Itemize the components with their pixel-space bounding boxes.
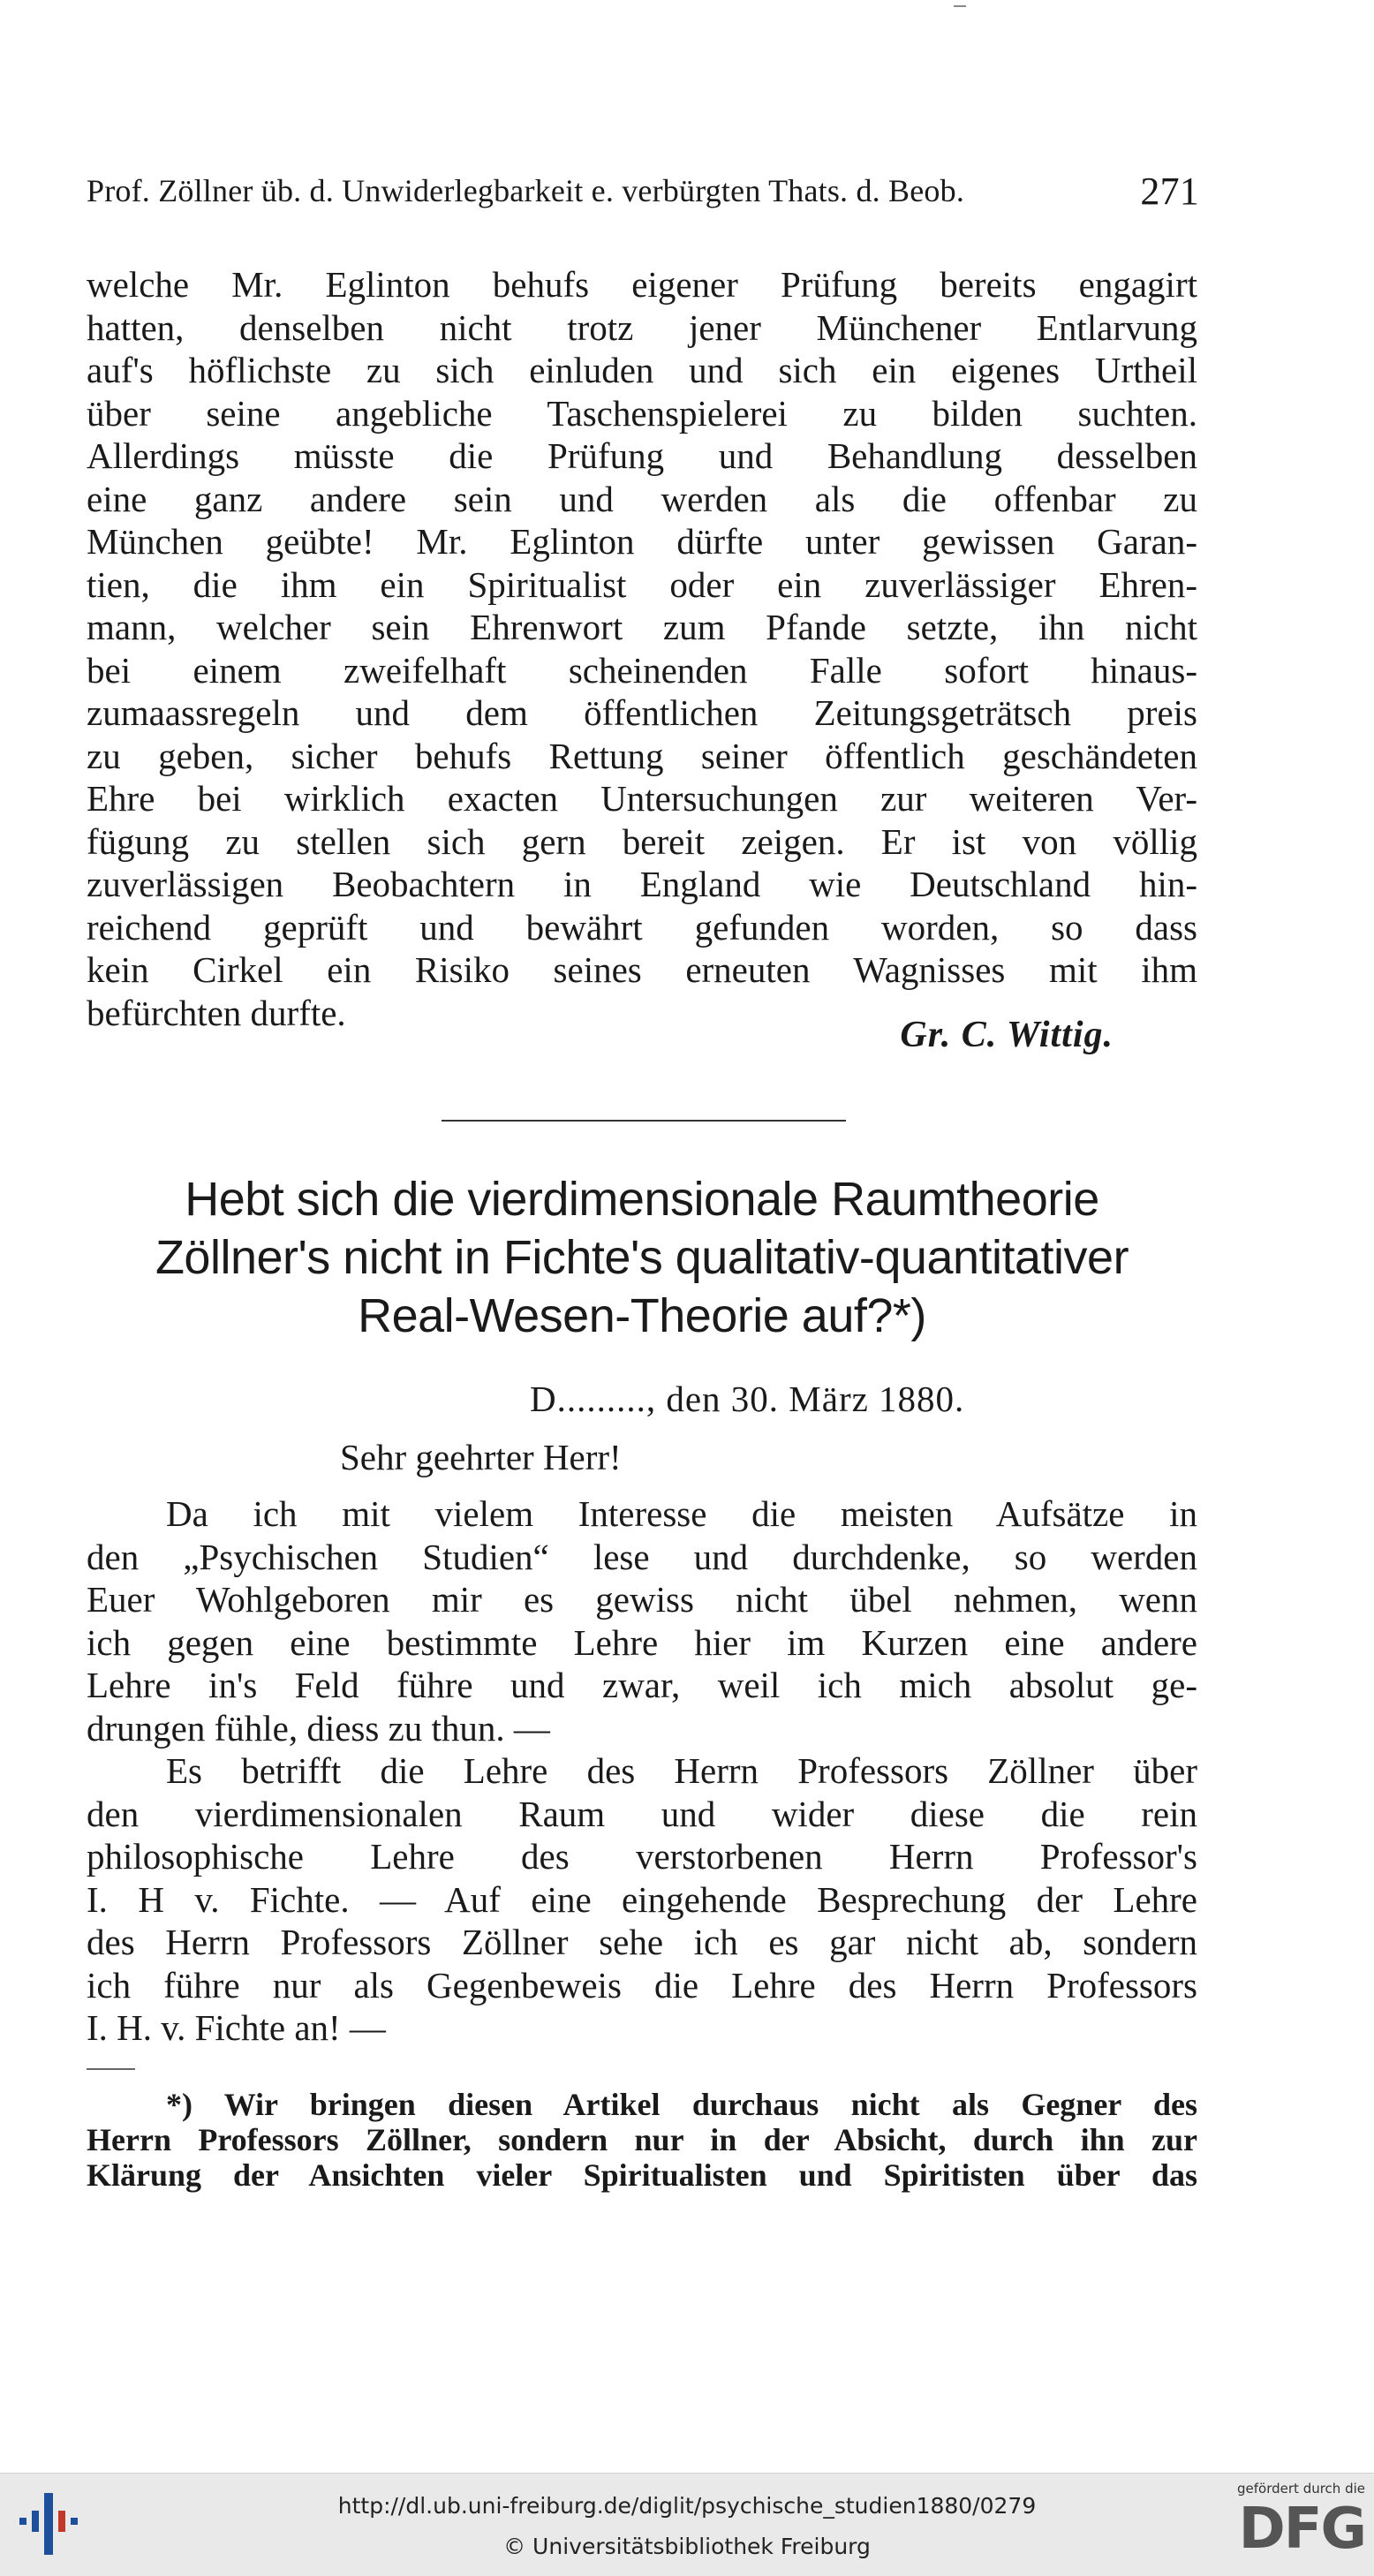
page-number: 271	[1140, 170, 1199, 213]
footnote-line: *) Wir bringen diesen Artikel durchaus nicht als Gegner des	[166, 2087, 1197, 2122]
text-line: den „Psychischen Studien“ lese und durchdenke, so werden	[87, 1536, 1197, 1577]
text-line: auf's höflichste zu sich einluden und sich ein eigenes Urtheil	[87, 350, 1197, 390]
footnote-line: Herrn Professors Zöllner, sondern nur in der Absicht, durch ihn zur	[87, 2122, 1197, 2157]
text-line: Lehre in's Feld führe und zwar, weil ich mich absolut ge-	[87, 1665, 1197, 1705]
salutation: Sehr geehrter Herr!	[340, 1437, 622, 1477]
text-line: des Herrn Professors Zöllner sehe ich es gar nicht ab, sondern	[87, 1922, 1197, 1962]
text-line: I. H. v. Fichte an! —	[87, 2007, 386, 2048]
dfg-wordmark: DFG	[1238, 2497, 1365, 2562]
text-line: fügung zu stellen sich gern bereit zeigen. Er ist von völlig	[87, 820, 1197, 862]
text-line: mann, welcher sein Ehrenwort zum Pfande setzte, ihn nicht	[87, 607, 1197, 647]
heading-line: Zöllner's nicht in Fichte's qualitativ-quantitativer	[155, 1231, 1129, 1284]
text-line: befürchten durfte.	[87, 992, 346, 1033]
dfg-logo	[1233, 2481, 1365, 2569]
text-line: reichend geprüft und bewährt gefunden worden, so dass	[87, 906, 1197, 948]
dfg-tagline: gefördert durch die	[1237, 2481, 1365, 2497]
letter-one-body	[87, 263, 1197, 1034]
heading-line: Real-Wesen-Theorie auf?*)	[358, 1289, 926, 1342]
text-line: zumaassregeln und dem öffentlichen Zeitungsgeträtsch preis	[87, 692, 1197, 733]
text-line: hatten, denselben nicht trotz jener Münchener Entlarvung	[87, 306, 1197, 348]
footer-url-link[interactable]: http://dl.ub.uni-freiburg.de/diglit/psychische_studien1880/0279	[337, 2493, 1037, 2519]
signature: Gr. C. Wittig.	[900, 1015, 1114, 1055]
text-line: ich gegen eine bestimmte Lehre hier im Kurzen eine andere	[87, 1621, 1197, 1663]
article-body	[87, 1492, 1197, 2050]
text-line: Allerdings müsste die Prüfung und Behandlung desselben	[87, 435, 1197, 476]
text-line: tien, die ihm ein Spiritualist oder ein zuverlässiger Ehren-	[87, 563, 1197, 605]
text-line: eine ganz andere sein und werden als die offenbar zu	[87, 478, 1197, 519]
text-line: kein Cirkel ein Risiko seines erneuten Wagnisses mit ihm	[87, 949, 1197, 990]
text-line: zuverlässigen Beobachtern in England wie Deutschland hin-	[87, 864, 1197, 904]
running-head	[87, 170, 1199, 213]
text-line: welche Mr. Eglinton behufs eigener Prüfung bereits engagirt	[87, 264, 1197, 305]
running-head-text: Prof. Zöllner üb. d. Unwiderlegbarkeit e. verbürgten Thats. d. Beob.	[87, 173, 965, 208]
scan-mark	[954, 5, 966, 7]
text-line: zu geben, sicher behufs Rettung seiner öffentlich geschändeten	[87, 735, 1197, 776]
text-line: über seine angebliche Taschenspielerei zu bilden suchten.	[87, 392, 1197, 434]
text-line: Ehre bei wirklich exacten Untersuchungen zur weiteren Ver-	[87, 778, 1197, 819]
footnote-rule	[87, 2068, 135, 2070]
text-line: Da ich mit vielem Interesse die meisten Aufsätze in	[166, 1493, 1197, 1534]
footnote	[87, 2087, 1197, 2193]
text-line: München geübte! Mr. Eglinton dürfte unter gewissen Garan-	[87, 521, 1197, 562]
footer-copyright: © Universitätsbibliothek Freiburg	[503, 2534, 871, 2559]
footnote-line: Klärung der Ansichten vieler Spiritualisten und Spiritisten über das	[87, 2157, 1197, 2193]
text-line: Euer Wohlgeboren mir es gewiss nicht übel nehmen, wenn	[87, 1579, 1197, 1620]
text-line: den vierdimensionalen Raum und wider diese die rein	[87, 1793, 1197, 1834]
text-line: drungen fühle, diess zu thun. —	[87, 1707, 550, 1749]
section-divider	[442, 1120, 846, 1122]
text-line: I. H v. Fichte. — Auf eine eingehende Besprechung der Lehre	[87, 1878, 1197, 1920]
viewer-footer	[0, 2473, 1374, 2576]
text-line: bei einem zweifelhaft scheinenden Falle sofort hinaus-	[87, 649, 1197, 691]
text-line: Es betrifft die Lehre des Herrn Professors Zöllner über	[166, 1750, 1197, 1791]
article-heading	[87, 1170, 1197, 1345]
text-line: ich führe nur als Gegenbeweis die Lehre des Herrn Professors	[87, 1964, 1197, 2006]
heading-line: Hebt sich die vierdimensionale Raumtheorie	[185, 1173, 1099, 1226]
dateline: D........., den 30. März 1880.	[530, 1379, 965, 1419]
text-line: philosophische Lehre des verstorbenen Herrn Professor's	[87, 1836, 1197, 1877]
